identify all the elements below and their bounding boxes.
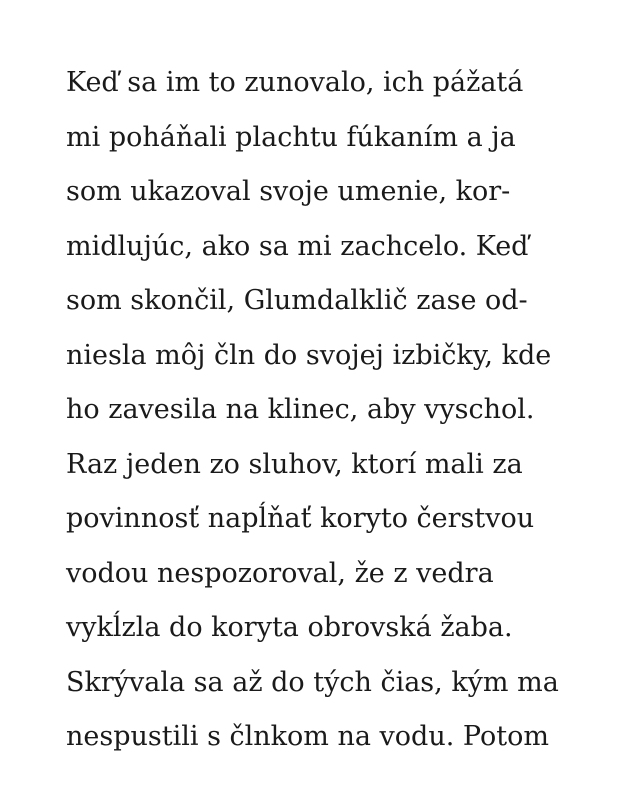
text-line: ho zavesila na klinec, aby vyschol. [66, 394, 535, 425]
text-line: som skončil, Glumdalklič zase od- [66, 285, 528, 316]
text-line: midlujúc, ako sa mi zachcelo. Keď [66, 230, 529, 262]
text-line: vykĺzla do koryta obrovská žaba. [66, 612, 513, 643]
text-line: Raz jeden zo sluhov, ktorí mali za [66, 448, 523, 480]
text-line: Keď sa im to zunovalo, ich pážatá [66, 67, 524, 98]
text-line: niesla môj čln do svojej izbičky, kde [66, 339, 552, 371]
text-line: Skrývala sa až do tých čias, kým ma [66, 666, 559, 698]
text-line: nespustili s člnkom na vodu. Potom [66, 721, 549, 752]
text-line: mi poháňali plachtu fúkaním a ja [66, 121, 516, 153]
body-text [66, 56, 586, 765]
text-line: som ukazoval svoje umenie, kor- [66, 176, 511, 207]
text-line: povinnosť napĺňať koryto čerstvou [66, 503, 535, 534]
text-line: vodou nespozoroval, že z vedra [66, 557, 494, 589]
